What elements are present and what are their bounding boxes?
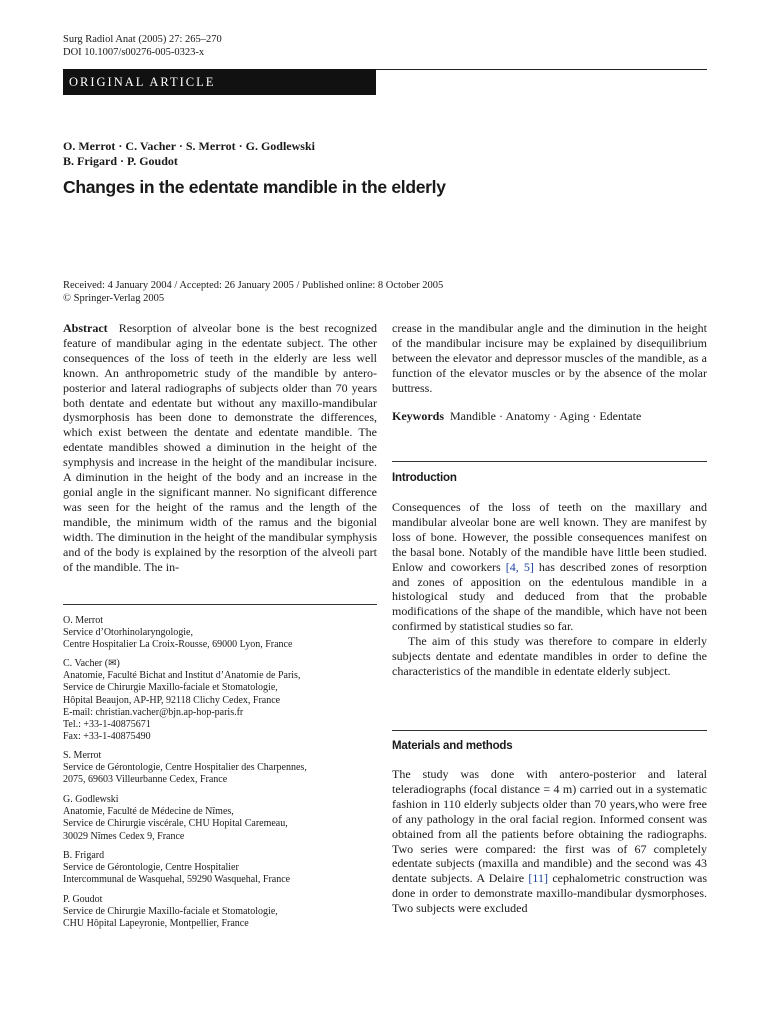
- affiliation-line: CHU Hôpital Lapeyronie, Montpellier, France: [63, 918, 249, 930]
- author-list: [63, 139, 315, 168]
- methods-body: [392, 767, 707, 916]
- tel-line: Tel.: +33-1-40875671: [63, 719, 151, 731]
- copyright-line: © Springer-Verlag 2005: [63, 293, 165, 304]
- article-title: Changes in the edentate mandible in the elderly: [63, 177, 446, 197]
- affiliation-line: Centre Hospitalier La Croix-Rousse, 69000 Lyon, France: [63, 639, 293, 651]
- affiliation-line: Service de Chirurgie Maxillo-faciale et Stomatologie,: [63, 906, 278, 918]
- email-line: E-mail: christian.vacher@bjn.ap-hop-paris.fr: [63, 706, 244, 718]
- dates-line: Received: 4 January 2004 / Accepted: 26 January 2005 / Published online: 8 October 2005: [63, 280, 444, 291]
- affiliation-line: Service de Gérontologie, Centre Hospitalier: [63, 862, 239, 874]
- journal-line: Surg Radiol Anat (2005) 27: 265–270: [63, 34, 222, 45]
- section-rule: [392, 461, 707, 462]
- affiliation-line: Service de Gérontologie, Centre Hospitalier des Charpennes,: [63, 762, 307, 774]
- affiliation-line: Service de Chirurgie viscérale, CHU Hopital Caremeau,: [63, 818, 288, 830]
- introduction-heading: Introduction: [392, 472, 457, 484]
- affiliation: [63, 894, 377, 931]
- affiliation-name: P. Goudot: [63, 894, 103, 905]
- affiliation: [63, 750, 377, 787]
- article-type-banner: ORIGINAL ARTICLE: [63, 69, 376, 95]
- affiliation-line: 30029 Nîmes Cedex 9, France: [63, 830, 185, 842]
- affiliation-rule: [63, 604, 377, 605]
- keywords-text: Mandible · Anatomy · Aging · Edentate: [450, 409, 642, 423]
- affiliation-line: Service de Chirurgie Maxillo-faciale et Stomatologie,: [63, 682, 278, 694]
- abstract-text: Resorption of alveolar bone is the best recognized feature of mandibular aging in the edentate subject. The other consequences of the loss of teeth in the elderly are less well known. An anthropometric study of the mandible by antero-posterior and lateral radiographs of subjects older than 70 years both dentate and edentate but without any maxillo-mandibular dysmorphosis has been done to demonstrate the differences, which exist between the dentate and edentate mandible. The edentate mandibles showed a diminution in the height of the symphysis and increase in the height of the mandibular incisure. A diminution in the height of the body and an increase in the gonial angle in the significant manner. No significant difference was seen for the height of the ramus and the length of the mandible, the minimum width of the ramus and the bigonial width. The diminution in the height of the mandibular symphysis and of the body is explained by the resorption of the alveoli part of the mandible. The in-: [63, 321, 378, 574]
- methods-heading: Materials and methods: [392, 740, 513, 752]
- abstract-continuation: crease in the mandibular angle and the diminution in the height of the mandibular incisure may be explained by disequilibrium between the elevator and depressor muscles of the mandible, as a function of the elevator muscles or by the absence of the molar buttress.: [392, 321, 707, 395]
- affiliation-name: O. Merrot: [63, 615, 103, 626]
- keywords-label: Keywords: [392, 409, 444, 423]
- author-line-2: B. Frigard · P. Goudot: [63, 153, 178, 168]
- abstract-right: [392, 321, 707, 396]
- citation-link[interactable]: [11]: [528, 871, 548, 886]
- affiliation-line: Hôpital Beaujon, AP-HP, 92118 Clichy Cedex, France: [63, 694, 281, 706]
- affiliation-name: B. Frigard: [63, 850, 105, 861]
- affiliation-line: Anatomie, Faculté Bichat and Institut d’Anatomie de Paris,: [63, 670, 301, 682]
- affiliation-line: Anatomie, Faculté de Médecine de Nîmes,: [63, 806, 234, 818]
- affiliation-line: Intercommunal de Wasquehal, 59290 Wasquehal, France: [63, 874, 291, 886]
- introduction-paragraph-1: Consequences of the loss of teeth on the maxillary and mandibular alveolar bone are well known. They are manifest by loss of bone. However, the possible consequences manifest on the basal bone. Notably of the mandible have little been studied. Enlow and coworkers [4, 5] has described zones of resorption and zones of apposition on the edentulous mandible in a histological study and deduced from that the probable modifications of the shape of the mandible, which have not been confirmed by statistical studies so far.: [392, 500, 708, 634]
- citation-link[interactable]: [4, 5]: [505, 559, 534, 574]
- fax-line: Fax: +33-1-40875490: [63, 731, 151, 743]
- affiliation-name: S. Merrot: [63, 750, 102, 761]
- affiliation-name: G. Godlewski: [63, 794, 119, 805]
- affiliation: [63, 615, 377, 652]
- journal-citation: [63, 33, 222, 59]
- section-rule: [392, 730, 707, 731]
- doi-line: DOI 10.1007/s00276-005-0323-x: [63, 47, 205, 58]
- abstract-left: [63, 321, 377, 574]
- affiliation-line: 2075, 69603 Villeurbanne Cedex, France: [63, 774, 228, 786]
- introduction-paragraph-2: The aim of this study was therefore to compare in elderly subjects dentate and edentate mandibles in order to define the characteristics of the mandible in edentate elderly subject.: [392, 634, 707, 678]
- affiliation: [63, 794, 377, 843]
- methods-paragraph-1: The study was done with antero-posterior and lateral teleradiographs (focal distance = 4 m) carried out in a systematic fashion in 110 elderly subjects older than 70 years,who were free of any pathology in the oral facial region. Informed consent was obtained from all the patients before obtaining the radiographs. Two series were compared: the first was of 67 completely edentate subjects (maxilla and mandible) and the second was 43 dentate subjects. A Delaire [11] cephalometric construction was done in order to demonstrate maxillo-mandibular dysmorphoses. Two subjects were excluded: [392, 767, 707, 916]
- introduction-body: [392, 500, 707, 679]
- abstract-label: Abstract: [63, 321, 108, 335]
- keywords: [392, 409, 707, 424]
- affiliation: [63, 850, 377, 887]
- affiliation-name: C. Vacher (✉): [63, 658, 120, 669]
- affiliation-line: Service d’Otorhinolaryngologie,: [63, 627, 193, 639]
- affiliation: [63, 658, 377, 743]
- author-line-1: O. Merrot · C. Vacher · S. Merrot · G. Godlewski: [63, 139, 315, 153]
- publication-dates: [63, 279, 443, 305]
